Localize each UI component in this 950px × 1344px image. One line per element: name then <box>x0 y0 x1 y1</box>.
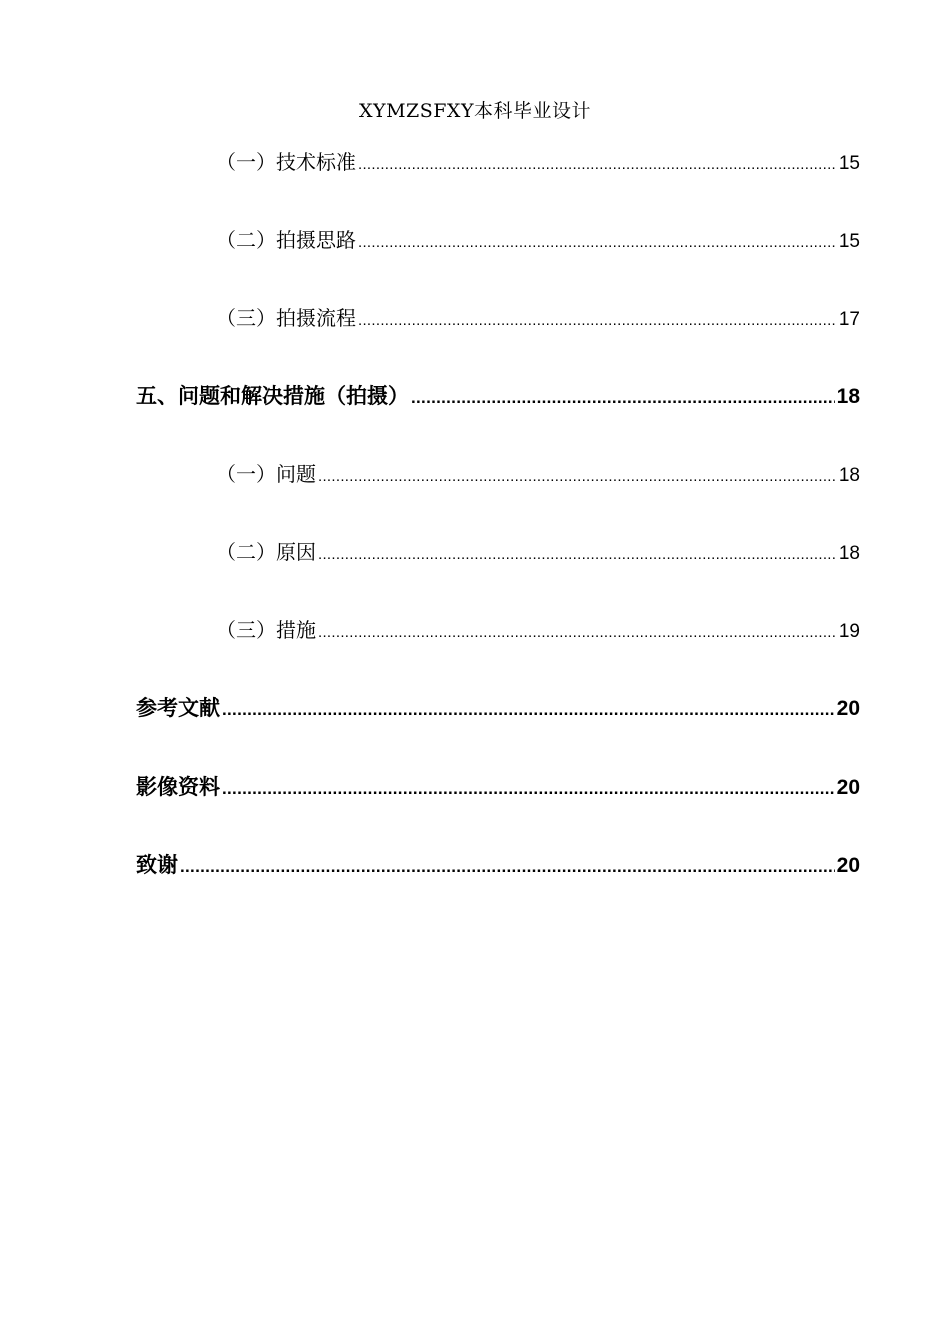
toc-entry-title: （一）技术标准 <box>216 150 356 174</box>
toc-entry-title: 影像资料 <box>136 775 220 799</box>
toc-entry-title: （一）问题 <box>216 462 316 486</box>
toc-page-number: 18 <box>838 543 860 564</box>
toc-dot-leader <box>358 312 837 329</box>
page-header: XYMZSFXY本科毕业设计 <box>359 100 591 122</box>
toc-entry-measures[interactable] <box>216 614 860 643</box>
toc-dot-leader <box>358 234 837 251</box>
toc-entry-image-materials[interactable] <box>136 771 860 801</box>
toc-dot-leader <box>318 468 837 485</box>
toc-entry-title: （二）原因 <box>216 540 316 564</box>
toc-entry-title: （三）拍摄流程 <box>216 306 356 330</box>
toc-page-number: 17 <box>838 309 860 330</box>
toc-dot-leader <box>358 156 837 173</box>
toc-page-number: 19 <box>838 621 860 642</box>
toc-dot-leader <box>222 700 835 720</box>
toc-entry-shooting-ideas[interactable] <box>216 224 860 253</box>
toc-entry-title: 致谢 <box>136 853 178 877</box>
toc-page-number: 20 <box>836 854 860 877</box>
toc-page-number: 15 <box>838 153 860 174</box>
toc-dot-leader <box>222 779 835 799</box>
toc-entry-title: 问题和解决措施（拍摄） <box>178 384 409 408</box>
toc-page-number: 15 <box>838 231 860 252</box>
toc-page-number: 18 <box>836 385 860 408</box>
toc-dot-leader <box>411 388 835 408</box>
toc-entry-title: （三）措施 <box>216 618 316 642</box>
toc-page-number: 20 <box>836 776 860 799</box>
toc-entry-references[interactable] <box>136 692 860 722</box>
toc-dot-leader <box>318 624 837 641</box>
toc-entry-title: 参考文献 <box>136 696 220 720</box>
toc-entry-causes[interactable] <box>216 536 860 565</box>
toc-section-number: 五、 <box>136 384 178 408</box>
toc-entry-problems[interactable] <box>216 458 860 487</box>
toc-entry-technical-standards[interactable] <box>216 146 860 175</box>
toc-entry-title: （二）拍摄思路 <box>216 228 356 252</box>
toc-dot-leader <box>318 546 837 563</box>
toc-entry-shooting-process[interactable] <box>216 302 860 331</box>
toc-dot-leader <box>180 857 835 877</box>
toc-entry-acknowledgements[interactable] <box>136 849 860 879</box>
toc-page-number: 20 <box>836 697 860 720</box>
toc-entry-problems-and-solutions[interactable] <box>136 380 860 410</box>
toc-page-number: 18 <box>838 465 860 486</box>
